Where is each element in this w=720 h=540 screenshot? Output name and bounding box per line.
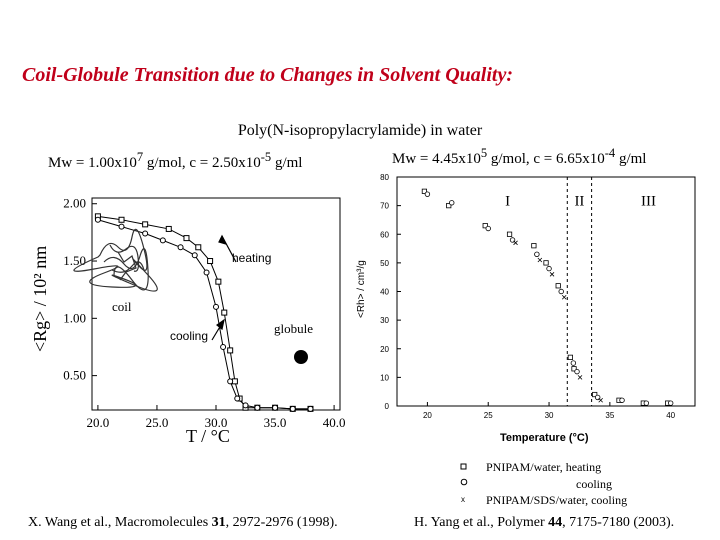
right-chart-ticks	[380, 173, 676, 420]
right-point-square	[568, 355, 572, 359]
left-params-suffix: g/ml	[271, 155, 303, 171]
right-x-tick-label: 30	[544, 411, 554, 420]
cooling-annotation: cooling	[170, 329, 209, 343]
right-y-axis-label: <Rh> / cm³/g	[356, 260, 367, 318]
legend-entry-1: PNIPAM/water, heating	[486, 460, 602, 474]
left-params-exp2: -5	[260, 150, 272, 164]
left-y-tick-label: 2.00	[63, 195, 86, 211]
heating-annotation: heating	[232, 251, 272, 265]
legend-x-marker: x	[461, 495, 465, 504]
right-x-tick-label: 35	[605, 411, 615, 420]
right-y-tick-label: 70	[380, 201, 389, 211]
right-point-square	[544, 261, 548, 265]
left-y-axis-label: <Rg> / 10² nm	[30, 245, 50, 352]
right-params-exp1: 5	[480, 146, 488, 160]
right-x-tick-label: 25	[483, 411, 493, 420]
right-y-tick-label: 40	[380, 287, 389, 297]
region-label: I	[505, 193, 511, 210]
globule-label: globule	[274, 321, 313, 336]
right-point-square	[556, 284, 560, 288]
right-x-tick-label: 40	[666, 411, 676, 420]
right-point-circle	[644, 401, 649, 406]
right-point-circle	[425, 192, 430, 197]
right-point-square	[532, 244, 536, 248]
right-point-circle	[535, 252, 540, 257]
left-y-tick-label: 1.00	[63, 310, 86, 326]
left-params-middle: g/mol, c = 2.50x10	[143, 155, 261, 171]
left-x-tick-label: 30.0	[204, 415, 228, 430]
right-point-circle	[559, 289, 564, 294]
coil-label: coil	[112, 299, 132, 314]
right-point-circle	[547, 266, 552, 271]
left-citation-pages: , 2972-2976 (1998).	[225, 515, 338, 530]
right-y-tick-label: 10	[380, 373, 389, 383]
region-labels	[505, 194, 656, 210]
right-chart-markers	[422, 189, 673, 405]
right-citation-volume: 44	[548, 515, 563, 530]
right-y-tick-label: 20	[380, 344, 389, 354]
right-params-exp2: -4	[604, 146, 616, 160]
left-x-tick-label: 25.0	[145, 415, 169, 430]
right-y-tick-label: 0	[384, 402, 389, 411]
right-point-circle	[668, 401, 673, 406]
right-params-middle: g/mol, c = 6.65x10	[487, 151, 605, 167]
right-point-square	[507, 232, 511, 236]
left-y-tick-label: 0.50	[63, 367, 86, 383]
right-citation-authors: H. Yang et al., Polymer	[414, 515, 549, 530]
legend-entry-3: PNIPAM/SDS/water, cooling	[486, 493, 628, 507]
right-point-circle	[449, 200, 454, 205]
left-citation-authors: X. Wang et al., Macromolecules	[28, 515, 212, 530]
right-point-circle	[575, 369, 580, 374]
right-params-prefix: Mw = 4.45x10	[392, 151, 481, 167]
right-y-tick-label: 30	[380, 316, 389, 326]
right-plot-frame	[397, 177, 695, 406]
left-citation-volume: 31	[211, 515, 226, 530]
legend-entry-2: cooling	[576, 477, 612, 491]
right-y-tick-label: 80	[380, 173, 389, 182]
left-x-tick-label: 35.0	[263, 415, 287, 430]
slide-subtitle: Poly(N-isopropylacrylamide) in water	[237, 122, 483, 139]
left-y-tick-label: 1.50	[63, 253, 86, 269]
legend-circle-marker	[461, 479, 467, 485]
left-x-tick-label: 40.0	[322, 415, 346, 430]
left-x-tick-label: 20.0	[86, 415, 110, 430]
left-params-prefix: Mw = 1.00x10	[48, 155, 137, 171]
region-label: II	[574, 193, 585, 210]
right-x-axis-label: Temperature (°C)	[500, 432, 589, 444]
right-y-tick-label: 60	[380, 230, 389, 240]
right-x-tick-label: 20	[422, 411, 432, 420]
right-citation-pages: , 7175-7180 (2003).	[562, 515, 675, 530]
right-params-suffix: g/ml	[615, 151, 647, 167]
right-point-circle	[486, 226, 491, 231]
slide-title: Coil-Globule Transition due to Changes in Solvent Quality:	[22, 64, 513, 86]
region-label: III	[640, 193, 656, 210]
right-citation	[414, 515, 674, 531]
right-point-circle	[620, 398, 625, 403]
left-params-exp1: 7	[136, 150, 144, 164]
right-point-circle	[571, 361, 576, 366]
left-x-axis-label: T / °C	[186, 426, 230, 446]
legend-square-marker	[461, 464, 466, 469]
right-y-tick-label: 50	[380, 258, 389, 268]
left-citation	[28, 515, 338, 531]
right-chart-legend	[461, 460, 627, 507]
